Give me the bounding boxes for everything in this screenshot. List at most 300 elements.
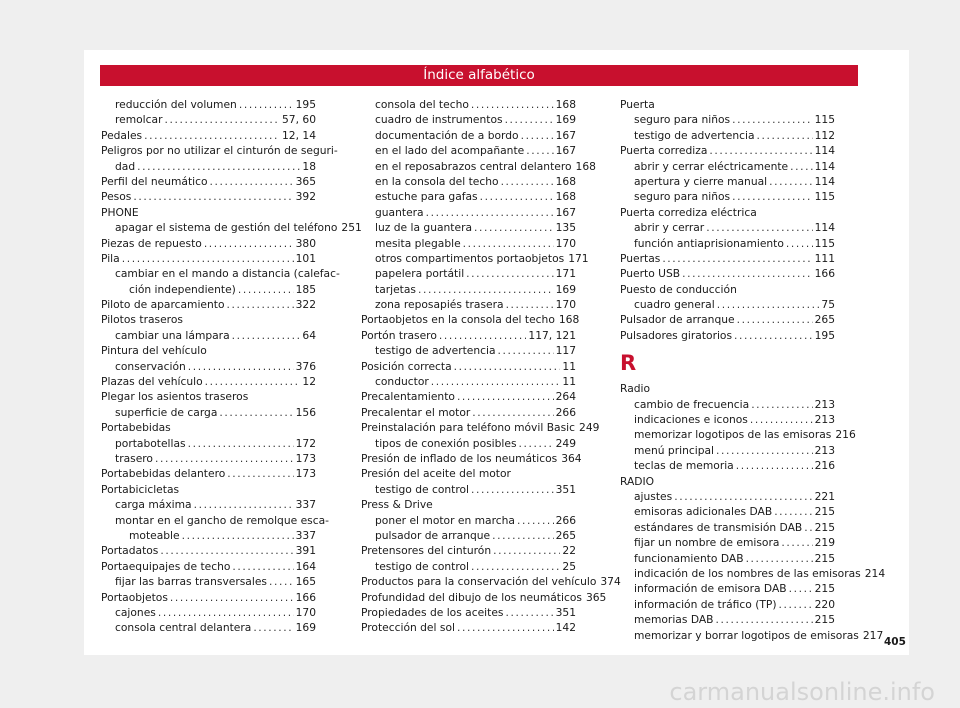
index-entry-line <box>101 297 316 312</box>
dot-leader <box>239 97 294 112</box>
entry-page: 112 <box>814 128 835 142</box>
index-entry <box>361 359 576 374</box>
dot-leader <box>517 513 554 528</box>
entry-term: Piloto de aparcamiento <box>101 298 225 312</box>
dot-leader <box>709 143 812 158</box>
index-subentry <box>101 328 316 343</box>
entry-page: 171 <box>555 267 576 281</box>
index-entry <box>620 282 835 297</box>
entry-term: cambiar una lámpara <box>115 328 230 342</box>
dot-leader <box>232 328 301 343</box>
entry-term: Radio <box>620 382 651 396</box>
dot-leader <box>662 251 812 266</box>
dot-leader <box>737 312 813 327</box>
entry-term: dad <box>115 159 136 173</box>
index-subentry <box>620 112 835 127</box>
index-entry <box>361 451 582 466</box>
dot-leader <box>746 551 813 566</box>
index-entry <box>101 389 316 404</box>
entry-page: 173 <box>295 451 316 465</box>
entry-term: zona reposapiés trasera <box>375 298 504 312</box>
index-entry-line <box>361 328 576 343</box>
watermark-text: carmanualsonline.info <box>669 678 935 706</box>
entry-page: 117 <box>555 344 576 358</box>
entry-term: información de tráfico (TP) <box>634 597 777 611</box>
index-entry <box>101 590 316 605</box>
dot-leader <box>781 535 812 550</box>
index-entry-line <box>375 143 576 158</box>
index-entry-line <box>101 559 316 574</box>
dot-leader <box>804 520 812 535</box>
entry-page: 115 <box>814 236 835 250</box>
entry-page: 114 <box>814 159 835 173</box>
index-entry-line <box>375 282 576 297</box>
index-entry-line <box>634 159 835 174</box>
index-entry <box>620 205 835 220</box>
entry-page: 12 <box>302 375 316 389</box>
index-entry-line <box>375 482 576 497</box>
dot-leader <box>205 374 301 389</box>
index-subentry <box>361 112 576 127</box>
index-entry-line <box>115 528 316 543</box>
dot-leader <box>155 451 294 466</box>
index-subentry <box>620 220 835 235</box>
dot-leader <box>210 174 294 189</box>
entry-term: seguro para niños <box>634 113 731 127</box>
entry-term: Pedales <box>101 128 143 142</box>
dot-leader <box>769 174 812 189</box>
entry-page: 376 <box>295 359 316 373</box>
entry-term: abrir y cerrar eléctricamente <box>634 159 789 173</box>
entry-page: 266 <box>555 405 576 419</box>
entry-term: Profundidad del dibujo de los neumáticos <box>361 590 582 604</box>
entry-page: 114 <box>814 174 835 188</box>
entry-page: 216 <box>814 459 835 473</box>
index-subentry <box>620 458 835 473</box>
index-entry-line <box>361 620 576 635</box>
entry-term: Press & Drive <box>361 498 433 512</box>
entry-term: moteable <box>129 528 180 542</box>
entry-page: 168 <box>575 159 596 173</box>
index-entry <box>620 328 835 343</box>
entry-page: 75 <box>821 298 835 312</box>
entry-page: 167 <box>555 128 576 142</box>
index-subentry <box>620 581 835 596</box>
index-entry-line <box>115 620 316 635</box>
index-subentry <box>620 489 835 504</box>
entry-page: 374 <box>600 575 621 589</box>
index-subentry <box>101 436 316 451</box>
index-entry-line <box>620 312 835 327</box>
dot-leader <box>505 112 554 127</box>
entry-term: Protección del sol <box>361 621 455 635</box>
entry-page: 115 <box>814 190 835 204</box>
index-entry <box>101 466 316 481</box>
index-entry <box>361 497 576 512</box>
index-subentry <box>620 159 835 174</box>
dot-leader <box>493 543 560 558</box>
index-subentry <box>361 343 576 358</box>
index-entry <box>101 205 316 220</box>
index-entry-line <box>634 427 856 442</box>
entry-term: Pulsadores giratorios <box>620 328 733 342</box>
index-subentry <box>361 374 576 389</box>
entry-term: trasero <box>115 451 153 465</box>
index-entry-line <box>375 236 576 251</box>
dot-leader <box>474 220 554 235</box>
entry-page: 164 <box>295 559 316 573</box>
entry-page: 216 <box>835 428 856 442</box>
index-subentry <box>361 528 576 543</box>
entry-term: montar en el gancho de remolque esca- <box>115 513 330 527</box>
page-number: 405 <box>884 636 906 648</box>
entry-term: Portón trasero <box>361 328 437 342</box>
dot-leader <box>466 266 553 281</box>
entry-term: luz de la guantera <box>375 221 473 235</box>
dot-leader <box>160 543 293 558</box>
dot-leader <box>472 405 553 420</box>
index-entry-line <box>634 297 835 312</box>
entry-term: indicación de los nombres de las emisoras <box>634 566 861 580</box>
index-entry-line <box>375 159 596 174</box>
index-column-1 <box>101 97 362 636</box>
dot-leader <box>789 581 813 596</box>
entry-term: Pintura del vehículo <box>101 344 207 358</box>
index-entry-line <box>361 312 580 327</box>
entry-term: testigo de advertencia <box>375 344 496 358</box>
entry-term: cajones <box>115 605 156 619</box>
entry-page: 364 <box>561 451 582 465</box>
entry-term: PHONE <box>101 205 139 219</box>
entry-page: 215 <box>814 613 835 627</box>
entry-term: Puertas <box>620 251 661 265</box>
entry-term: Pila <box>101 251 120 265</box>
index-entry-line <box>375 297 576 312</box>
index-entry-line <box>375 97 576 112</box>
index-entry-line <box>361 359 576 374</box>
entry-term: apagar el sistema de gestión del teléfono <box>115 221 338 235</box>
index-subentry <box>101 451 316 466</box>
entry-term: función antiaprisionamiento <box>634 236 784 250</box>
index-entry-line <box>375 559 576 574</box>
entry-term: Pilotos traseros <box>101 313 183 327</box>
entry-term: en el lado del acompañante <box>375 144 525 158</box>
index-entry-line <box>634 412 835 427</box>
index-column-3 <box>620 97 886 643</box>
dot-leader <box>457 389 554 404</box>
index-subentry <box>101 620 316 635</box>
index-subentry <box>101 605 316 620</box>
index-entry-line <box>375 513 576 528</box>
dot-leader <box>158 605 294 620</box>
dot-leader <box>786 236 813 251</box>
entry-term: Posición correcta <box>361 359 452 373</box>
index-subentry <box>101 359 316 374</box>
entry-page: 12, 14 <box>282 128 316 142</box>
entry-page: 264 <box>555 390 576 404</box>
index-entry-line <box>620 266 835 281</box>
index-entry-line <box>375 528 576 543</box>
index-subentry <box>361 297 576 312</box>
index-entry-line <box>361 574 621 589</box>
dot-leader <box>227 297 294 312</box>
entry-term: testigo de control <box>375 482 470 496</box>
entry-term: Puerta <box>620 98 655 111</box>
index-entry-line <box>634 566 886 581</box>
index-entry-line <box>361 451 582 466</box>
index-entry <box>361 590 607 605</box>
index-entry-line <box>634 128 835 143</box>
entry-term: Puesto de conducción <box>620 282 737 296</box>
entry-term: indicaciones e iconos <box>634 413 748 427</box>
index-subentry <box>361 236 576 251</box>
dot-leader <box>757 128 813 143</box>
index-subentry <box>361 174 576 189</box>
entry-term: ción independiente) <box>129 282 236 296</box>
entry-page: 173 <box>295 467 316 481</box>
entry-page: 265 <box>555 528 576 542</box>
index-entry-line <box>375 374 576 389</box>
entry-term: portabotellas <box>115 436 186 450</box>
dot-leader <box>227 466 293 481</box>
entry-page: 391 <box>295 544 316 558</box>
dot-leader <box>717 297 820 312</box>
index-entry <box>361 605 576 620</box>
dot-leader <box>716 612 813 627</box>
entry-page: 117, 121 <box>528 328 576 342</box>
dot-leader <box>498 343 554 358</box>
index-entry-line <box>634 551 835 566</box>
index-subentry <box>620 128 835 143</box>
entry-page: 215 <box>814 551 835 565</box>
entry-term: Portaequipajes de techo <box>101 559 231 573</box>
dot-leader <box>170 590 294 605</box>
index-entry-line <box>115 97 316 112</box>
entry-page: 135 <box>555 221 576 235</box>
entry-page: 168 <box>555 174 576 188</box>
entry-term: Propiedades de los aceites <box>361 605 504 619</box>
dot-leader <box>519 436 554 451</box>
entry-page: 215 <box>814 582 835 596</box>
entry-page: 169 <box>555 282 576 296</box>
index-entry-line <box>634 236 835 251</box>
entry-page: 215 <box>814 505 835 519</box>
entry-term: Piezas de repuesto <box>101 236 202 250</box>
index-entry <box>361 328 576 343</box>
dot-leader <box>751 397 812 412</box>
index-entry-line <box>634 581 835 596</box>
entry-term: Portabebidas <box>101 421 171 435</box>
index-entry <box>101 374 316 389</box>
entry-term: Perfil del neumático <box>101 174 208 188</box>
index-subentry <box>620 189 835 204</box>
dot-leader <box>734 328 813 343</box>
index-subentry <box>620 597 835 612</box>
index-entry-line <box>115 574 316 589</box>
index-entry <box>620 251 835 266</box>
entry-page: 392 <box>295 190 316 204</box>
index-entry-line <box>634 535 835 550</box>
index-entry <box>361 389 576 404</box>
entry-term: RADIO <box>620 474 655 488</box>
index-entry-line <box>101 374 316 389</box>
entry-term: pulsador de arranque <box>375 528 491 542</box>
index-subentry <box>361 189 576 204</box>
entry-page: 213 <box>814 443 835 457</box>
entry-term: tarjetas <box>375 282 416 296</box>
dot-leader <box>471 559 560 574</box>
entry-term: cuadro de instrumentos <box>375 113 503 127</box>
entry-term: Puerta corrediza <box>620 144 708 158</box>
entry-term: poner el motor en marcha <box>375 513 515 527</box>
index-entry <box>101 128 316 143</box>
index-entry-line <box>634 597 835 612</box>
dot-leader <box>471 97 554 112</box>
entry-page: 101 <box>295 251 316 265</box>
dot-leader <box>194 497 294 512</box>
index-subentry <box>101 405 316 420</box>
dot-leader <box>506 297 554 312</box>
entry-page: 365 <box>295 174 316 188</box>
index-entry-line <box>634 458 835 473</box>
entry-page: 168 <box>555 190 576 204</box>
entry-page: 114 <box>814 144 835 158</box>
dot-leader <box>505 605 553 620</box>
dot-leader <box>732 189 813 204</box>
dot-leader <box>426 205 554 220</box>
index-subentry <box>620 174 835 189</box>
index-entry-line <box>361 543 576 558</box>
index-entry <box>101 236 316 251</box>
entry-term: cambiar en el mando a distancia (calefac- <box>115 267 340 281</box>
entry-page: 380 <box>295 236 316 250</box>
entry-page: 170 <box>295 605 316 619</box>
entry-term: emisoras adicionales DAB <box>634 505 773 519</box>
index-subentry <box>361 220 576 235</box>
dot-leader <box>790 159 812 174</box>
entry-page: 219 <box>814 536 835 550</box>
index-subentry <box>620 551 835 566</box>
entry-term: Portaobjetos <box>101 590 168 604</box>
dot-leader <box>463 236 554 251</box>
entry-term: testigo de control <box>375 559 470 573</box>
index-entry-line <box>361 605 576 620</box>
index-entry-line <box>634 112 835 127</box>
index-subentry <box>620 566 886 581</box>
dot-leader <box>732 112 813 127</box>
entry-page: 365 <box>585 590 607 604</box>
index-entry-line <box>375 205 576 220</box>
entry-page: 115 <box>814 113 835 127</box>
entry-page: 114 <box>814 221 835 235</box>
entry-term: remolcar <box>115 113 163 127</box>
index-entry <box>361 574 621 589</box>
entry-page: 195 <box>814 328 835 342</box>
entry-page: 165 <box>295 575 316 589</box>
index-entry <box>101 559 316 574</box>
index-entry <box>101 189 316 204</box>
index-subentry <box>361 282 576 297</box>
index-subentry <box>101 266 340 297</box>
dot-leader <box>238 282 294 297</box>
entry-page: 142 <box>555 621 576 635</box>
entry-term: memorizar y borrar logotipos de emisoras <box>634 628 859 642</box>
dot-leader <box>716 443 813 458</box>
index-entry-line <box>375 266 576 281</box>
dot-leader <box>164 112 280 127</box>
index-entry <box>620 312 835 327</box>
index-subentry <box>361 143 576 158</box>
entry-page: 351 <box>555 482 576 496</box>
dot-leader <box>431 374 561 389</box>
entry-page: 171 <box>568 251 589 265</box>
dot-leader <box>253 620 293 635</box>
index-entry <box>620 266 835 281</box>
dot-leader <box>480 189 554 204</box>
entry-term: Precalentamiento <box>361 390 455 404</box>
entry-page: 195 <box>295 98 316 111</box>
entry-term: seguro para niños <box>634 190 731 204</box>
entry-term: Pesos <box>101 190 132 204</box>
index-subentry <box>361 513 576 528</box>
entry-term: conservación <box>115 359 186 373</box>
entry-term: apertura y cierre manual <box>634 174 768 188</box>
entry-term: ajustes <box>634 489 673 503</box>
entry-page: 266 <box>555 513 576 527</box>
entry-term: testigo de advertencia <box>634 128 755 142</box>
entry-page: 217 <box>862 628 884 642</box>
index-entry-line <box>634 612 835 627</box>
dot-leader <box>418 282 554 297</box>
index-entry-line <box>101 543 316 558</box>
index-entry <box>101 174 316 189</box>
dot-leader <box>232 559 293 574</box>
index-entry-line <box>115 359 316 374</box>
index-entry-line <box>620 251 835 266</box>
entry-term: tipos de conexión posibles <box>375 436 517 450</box>
entry-page: 215 <box>814 520 835 534</box>
entry-page: 64 <box>302 328 316 342</box>
entry-page: 337 <box>295 498 316 512</box>
entry-page: 166 <box>295 590 316 604</box>
index-entry <box>361 312 580 327</box>
index-entry-line <box>375 128 576 143</box>
dot-leader <box>122 251 294 266</box>
index-entry <box>361 466 576 481</box>
index-entry-line <box>115 328 316 343</box>
dot-leader <box>144 128 280 143</box>
dot-leader <box>736 458 813 473</box>
index-entry-line <box>375 220 576 235</box>
index-subentry <box>361 128 576 143</box>
index-entry-line <box>620 143 835 158</box>
entry-term: Plazas del vehículo <box>101 375 203 389</box>
index-subentry <box>620 520 835 535</box>
dot-leader <box>133 189 293 204</box>
entry-page: 170 <box>555 236 576 250</box>
index-column-2 <box>361 97 621 636</box>
index-subentry <box>361 97 576 112</box>
index-entry <box>620 143 835 158</box>
dot-leader <box>501 174 554 189</box>
index-entry-line <box>115 220 362 235</box>
index-entry <box>101 297 316 312</box>
entry-term: teclas de memoria <box>634 459 734 473</box>
entry-page: 22 <box>562 544 576 558</box>
entry-page: 213 <box>814 413 835 427</box>
entry-term: Peligros por no utilizar el cinturón de seguri- <box>101 144 338 158</box>
index-subentry <box>361 266 576 281</box>
